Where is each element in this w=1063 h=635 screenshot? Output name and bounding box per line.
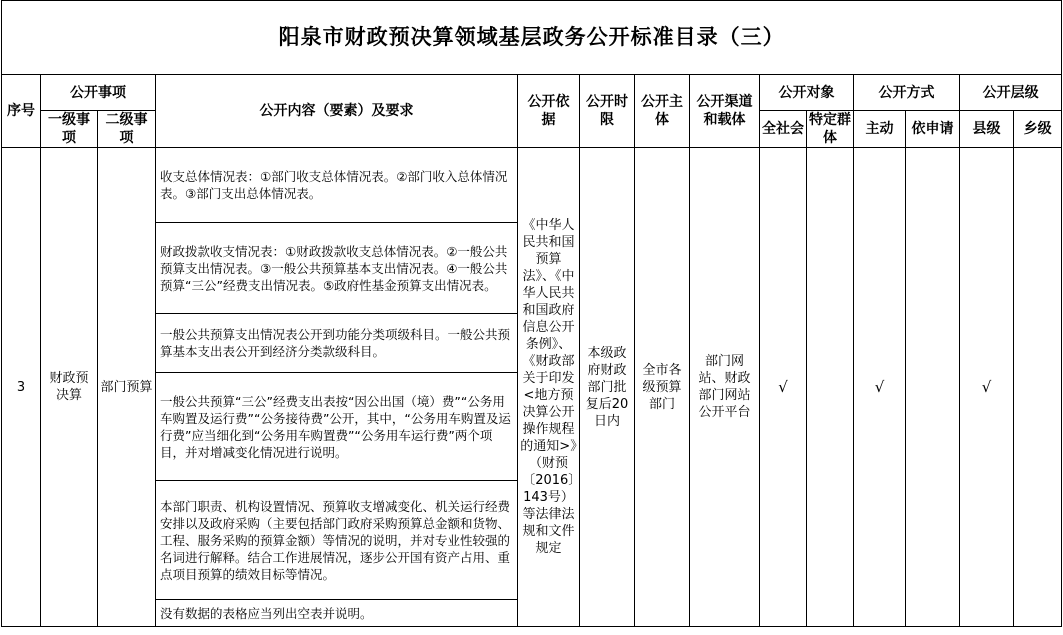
header-method-group: 公开方式 bbox=[854, 75, 960, 111]
content-item-3: 一般公共预算支出情况表公开到功能分类项级科目。一般公共预算基本支出表公开到经济分类款级科目。 bbox=[156, 314, 518, 373]
row-township bbox=[1014, 148, 1062, 627]
header-specific-groups: 特定群体 bbox=[807, 111, 854, 148]
header-county: 县级 bbox=[960, 111, 1014, 148]
header-seq: 序号 bbox=[2, 75, 41, 148]
content-item-1: 收支总体情况表：①部门收支总体情况表。②部门收入总体情况表。③部门支出总体情况表。 bbox=[156, 148, 518, 223]
catalog-table bbox=[1, 0, 1062, 627]
header-channel: 公开渠道和载体 bbox=[690, 75, 760, 148]
table-title: 阳泉市财政预决算领域基层政务公开标准目录（三） bbox=[2, 1, 1062, 75]
row-proactive-check: √ bbox=[854, 148, 906, 627]
header-level-group: 公开层级 bbox=[960, 75, 1062, 111]
row-specific-groups bbox=[807, 148, 854, 627]
content-item-4: 一般公共预算“三公”经费支出表按“因公出国（境）费”“公务用车购置及运行费”“公务接待费”公开，其中，“公务用车购置及运行费”应当细化到“公务用车购置费”“公务用车运行费”两个项目，并对增减变化情况进行说明。 bbox=[156, 373, 518, 481]
content-item-2: 财政拨款收支情况表：①财政拨款收支总体情况表。②一般公共预算支出情况表。③一般公共预算基本支出情况表。④一般公共预算“三公”经费支出情况表。⑤政府性基金预算支出情况表。 bbox=[156, 223, 518, 314]
row-channel: 部门网站、财政部门网站公开平台 bbox=[690, 148, 760, 627]
header-whole-society: 全社会 bbox=[760, 111, 807, 148]
row-level1: 财政预决算 bbox=[41, 148, 98, 627]
header-level2: 二级事项 bbox=[98, 111, 156, 148]
header-township: 乡级 bbox=[1014, 111, 1062, 148]
header-basis: 公开依据 bbox=[518, 75, 580, 148]
row-on-request bbox=[906, 148, 960, 627]
row-seq: 3 bbox=[2, 148, 41, 627]
header-items-group: 公开事项 bbox=[41, 75, 156, 111]
content-item-6: 没有数据的表格应当列出空表并说明。 bbox=[156, 600, 518, 627]
header-time-limit: 公开时限 bbox=[580, 75, 635, 148]
row-subject: 全市各级预算部门 bbox=[635, 148, 690, 627]
row-whole-society-check: √ bbox=[760, 148, 807, 627]
header-target-group: 公开对象 bbox=[760, 75, 854, 111]
row-time-limit: 本级政府财政部门批复后20日内 bbox=[580, 148, 635, 627]
header-proactive: 主动 bbox=[854, 111, 906, 148]
row-level2: 部门预算 bbox=[98, 148, 156, 627]
content-item-5: 本部门职责、机构设置情况、预算收支增减变化、机关运行经费安排以及政府采购（主要包括部门政府采购预算总金额和货物、工程、服务采购的预算金额）等情况的说明，并对专业性较强的名词进行解释。结合工作进展情况，逐步公开国有资产占用、重点项目预算的绩效目标等情况。 bbox=[156, 481, 518, 600]
row-basis: 《中华人民共和国预算法》、《中华人民共和国政府信息公开条例》、《财政部关于印发<地方预决算公开操作规程的通知>》（财预〔2016〕143号）等法律法规和文件规定 bbox=[518, 148, 580, 627]
header-content: 公开内容（要素）及要求 bbox=[156, 75, 518, 148]
header-level1: 一级事项 bbox=[41, 111, 98, 148]
row-county-check: √ bbox=[960, 148, 1014, 627]
header-on-request: 依申请 bbox=[906, 111, 960, 148]
header-subject: 公开主体 bbox=[635, 75, 690, 148]
